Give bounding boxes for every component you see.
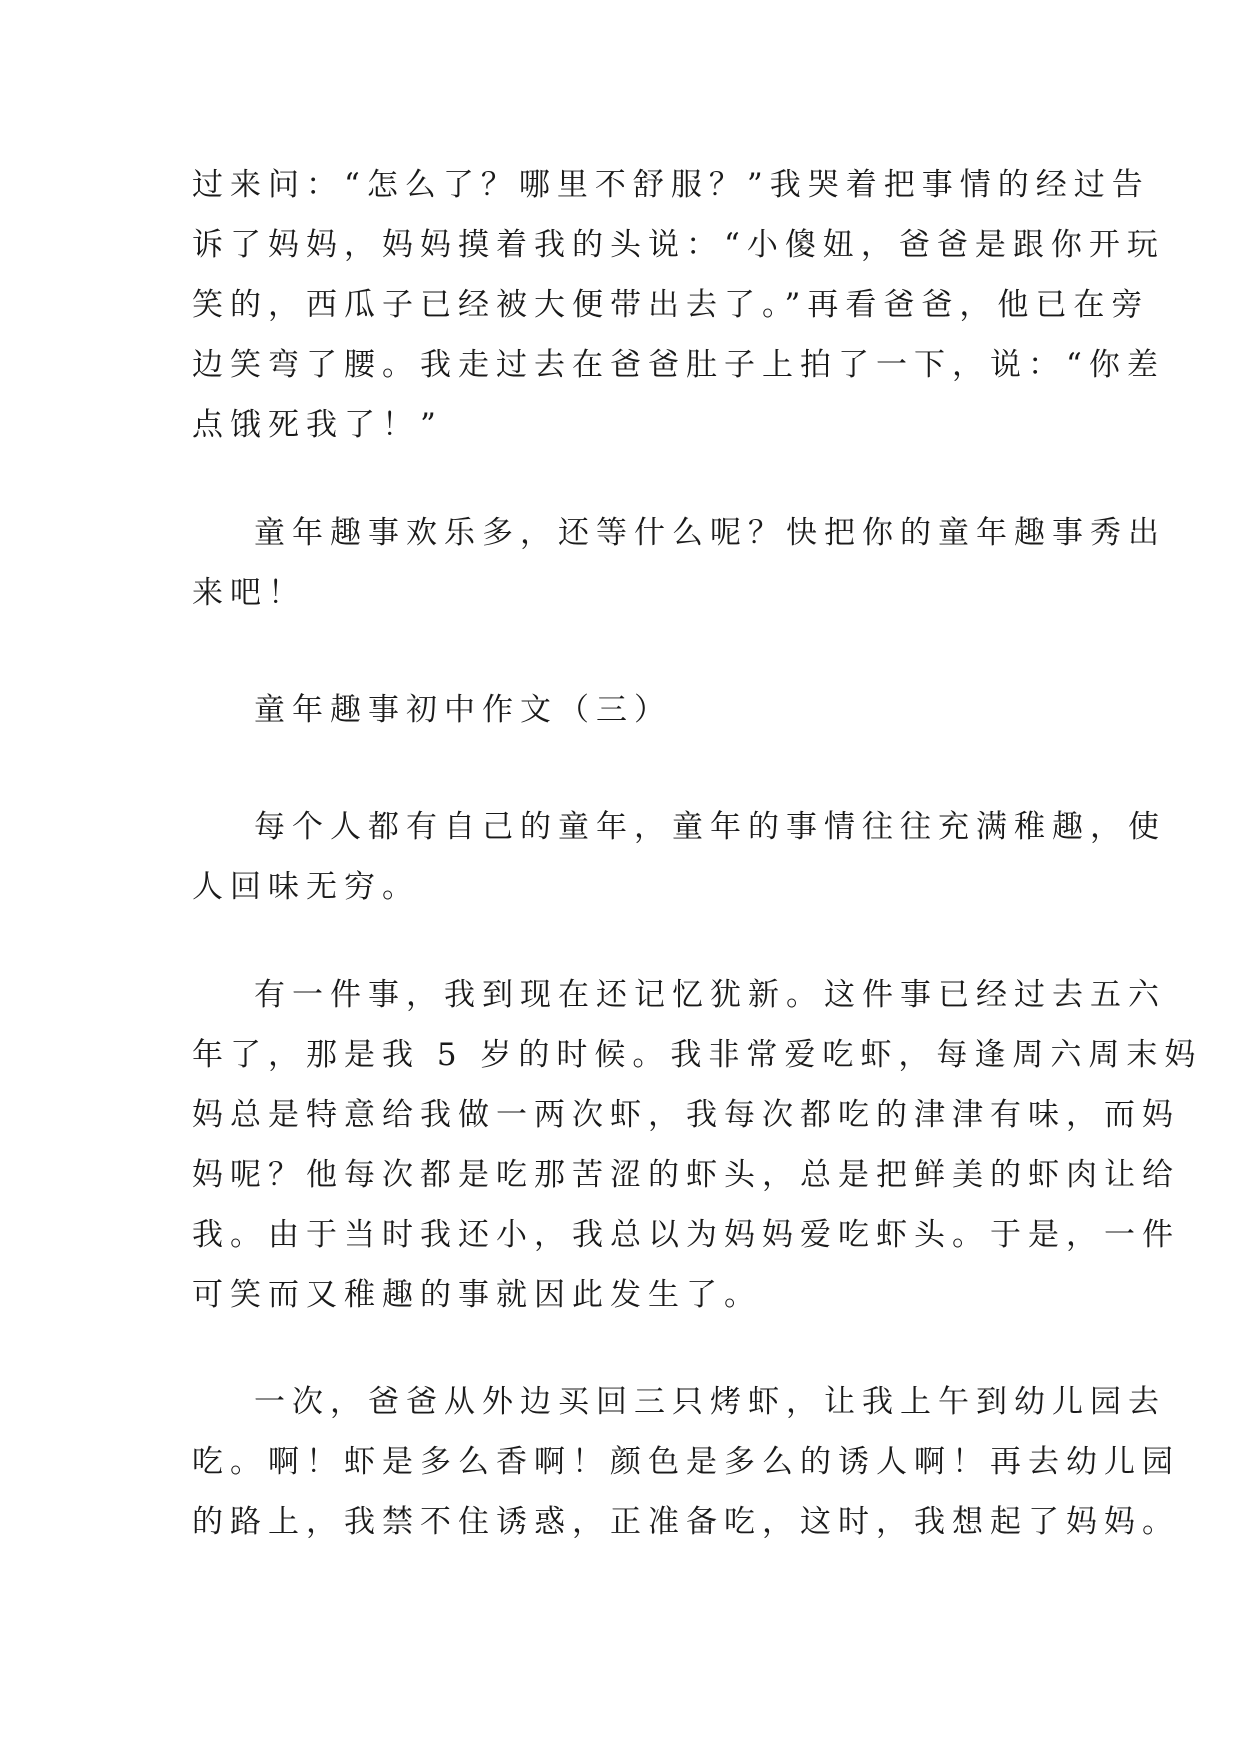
paragraph-line: 来吧！ [192,575,306,611]
paragraph-line: 边笑弯了腰。我走过去在爸爸肚子上拍了一下，说：“你差 [192,347,1165,383]
paragraph-line: 童年趣事欢乐多，还等什么呢？快把你的童年趣事秀出 [254,515,1166,551]
paragraph-line: 笑的，西瓜子已经被大便带出去了。”再看爸爸，他已在旁 [192,287,1150,323]
paragraph-line: 诉了妈妈，妈妈摸着我的头说：“小傻妞，爸爸是跟你开玩 [192,227,1165,263]
paragraph-line: 妈总是特意给我做一两次虾，我每次都吃的津津有味，而妈 [192,1097,1180,1133]
paragraph-line: 吃。啊！虾是多么香啊！颜色是多么的诱人啊！再去幼儿园 [192,1444,1180,1480]
paragraph-line: 妈呢？他每次都是吃那苦涩的虾头，总是把鲜美的虾肉让给 [192,1157,1180,1193]
paragraph-line: 点饿死我了！” [192,407,443,443]
paragraph-line: 每个人都有自己的童年，童年的事情往往充满稚趣，使 [254,809,1166,845]
paragraph-line: 一次，爸爸从外边买回三只烤虾，让我上午到幼儿园去 [254,1384,1166,1420]
paragraph-line: 的路上，我禁不住诱惑，正准备吃，这时，我想起了妈妈。 [192,1504,1180,1540]
paragraph-line: 年了，那是我 5 岁的时候。我非常爱吃虾，每逢周六周末妈 [192,1037,1203,1073]
paragraph-line: 人回味无穷。 [192,869,420,905]
section-heading: 童年趣事初中作文（三） [254,692,672,728]
paragraph-line: 过来问：“怎么了？哪里不舒服？”我哭着把事情的经过告 [192,167,1150,203]
paragraph-line: 有一件事，我到现在还记忆犹新。这件事已经过去五六 [254,977,1166,1013]
paragraph-line: 我。由于当时我还小，我总以为妈妈爱吃虾头。于是，一件 [192,1217,1180,1253]
paragraph-line: 可笑而又稚趣的事就因此发生了。 [192,1277,762,1313]
